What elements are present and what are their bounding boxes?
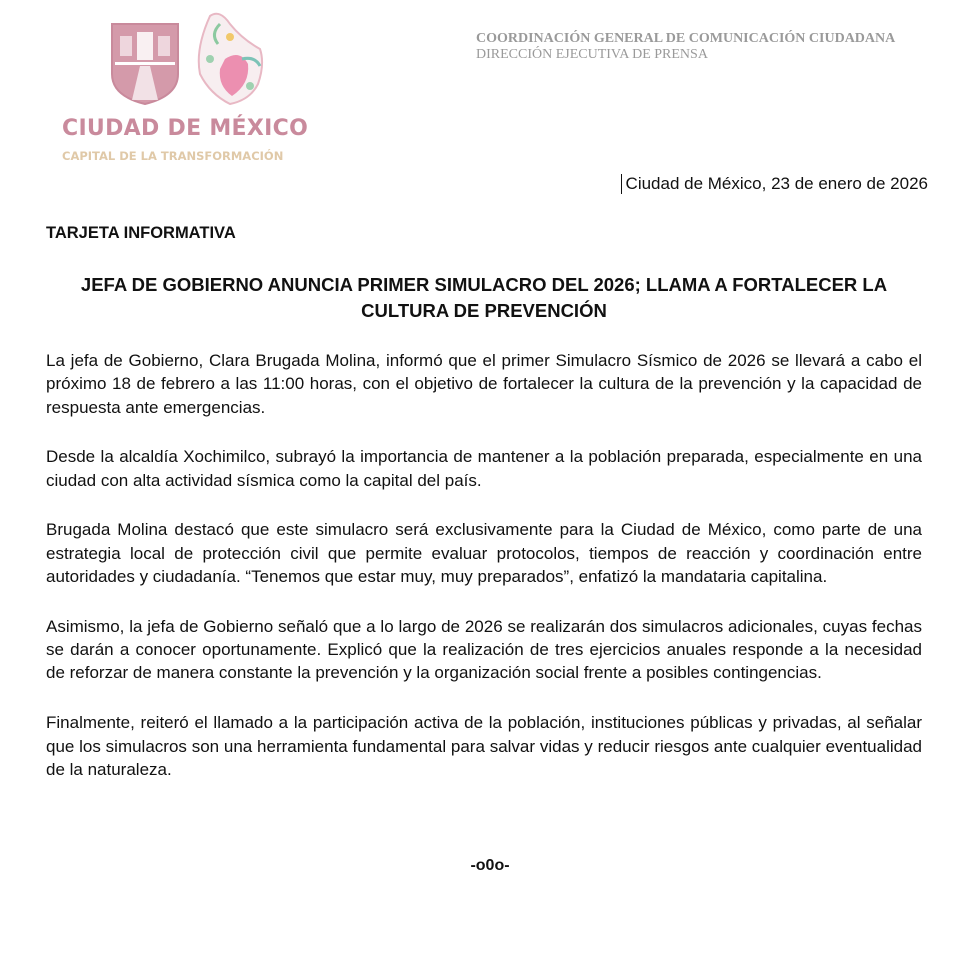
page-title: JEFA DE GOBIERNO ANUNCIA PRIMER SIMULACRO DEL 2026; LLAMA A FORTALECER LA CULTURA DE PREVENCIÓN — [80, 274, 888, 321]
paragraph: Desde la alcaldía Xochimilco, subrayó la importancia de mantener a la población preparada, especialmente en una ciudad con alta actividad sísmica como la capital del país. — [46, 447, 922, 490]
cdmx-logo — [60, 4, 320, 169]
header-department — [476, 31, 895, 63]
closing-mark: -o0o- — [470, 857, 510, 874]
logo-subtitle: CAPITAL DE LA TRANSFORMACIÓN — [62, 149, 284, 163]
paragraph: Asimismo, la jefa de Gobierno señaló que a lo largo de 2026 se realizarán dos simulacros adicionales, cuyas fechas se darán a conocer oportunamente. Explicó que la realización de tres ejercicios anuales responde a la necesidad de reforzar de manera constante la prevención y la organización social frente a posibles contingencias. — [46, 616, 922, 683]
paragraph: Brugada Molina destacó que este simulacro será exclusivamente para la Ciudad de México, como parte de una estrategia local de protección civil que permite evaluar protocolos, tiempos de reacción y coordinación entre autoridades y ciudadanía. “Tenemos que estar muy, muy preparados”, enfatizó la mandataria capitalina. — [46, 520, 922, 587]
coat-of-arms-icon — [60, 4, 320, 114]
date-line: Ciudad de México, 23 de enero de 2026 — [621, 174, 928, 194]
header-line-1: COORDINACIÓN GENERAL DE COMUNICACIÓN CIUDADANA — [476, 31, 896, 46]
logo-title: CIUDAD DE MÉXICO — [62, 116, 309, 141]
document-type: TARJETA INFORMATIVA — [46, 224, 236, 242]
paragraph: Finalmente, reiteró el llamado a la participación activa de la población, instituciones públicas y privadas, al señalar que los simulacros son una herramienta fundamental para salvar vidas y reducir riesgos ante cualquier eventualidad de la naturaleza. — [46, 713, 922, 779]
paragraph: La jefa de Gobierno, Clara Brugada Molina, informó que el primer Simulacro Sísmico de 2026 se llevará a cabo el próximo 18 de febrero a las 11:00 horas, con el objetivo de fortalecer la cultura de la prevención y la capacidad de respuesta ante emergencias. — [46, 351, 922, 417]
document-body — [46, 349, 922, 808]
header-line-2: DIRECCIÓN EJECUTIVA DE PRENSA — [476, 47, 708, 62]
